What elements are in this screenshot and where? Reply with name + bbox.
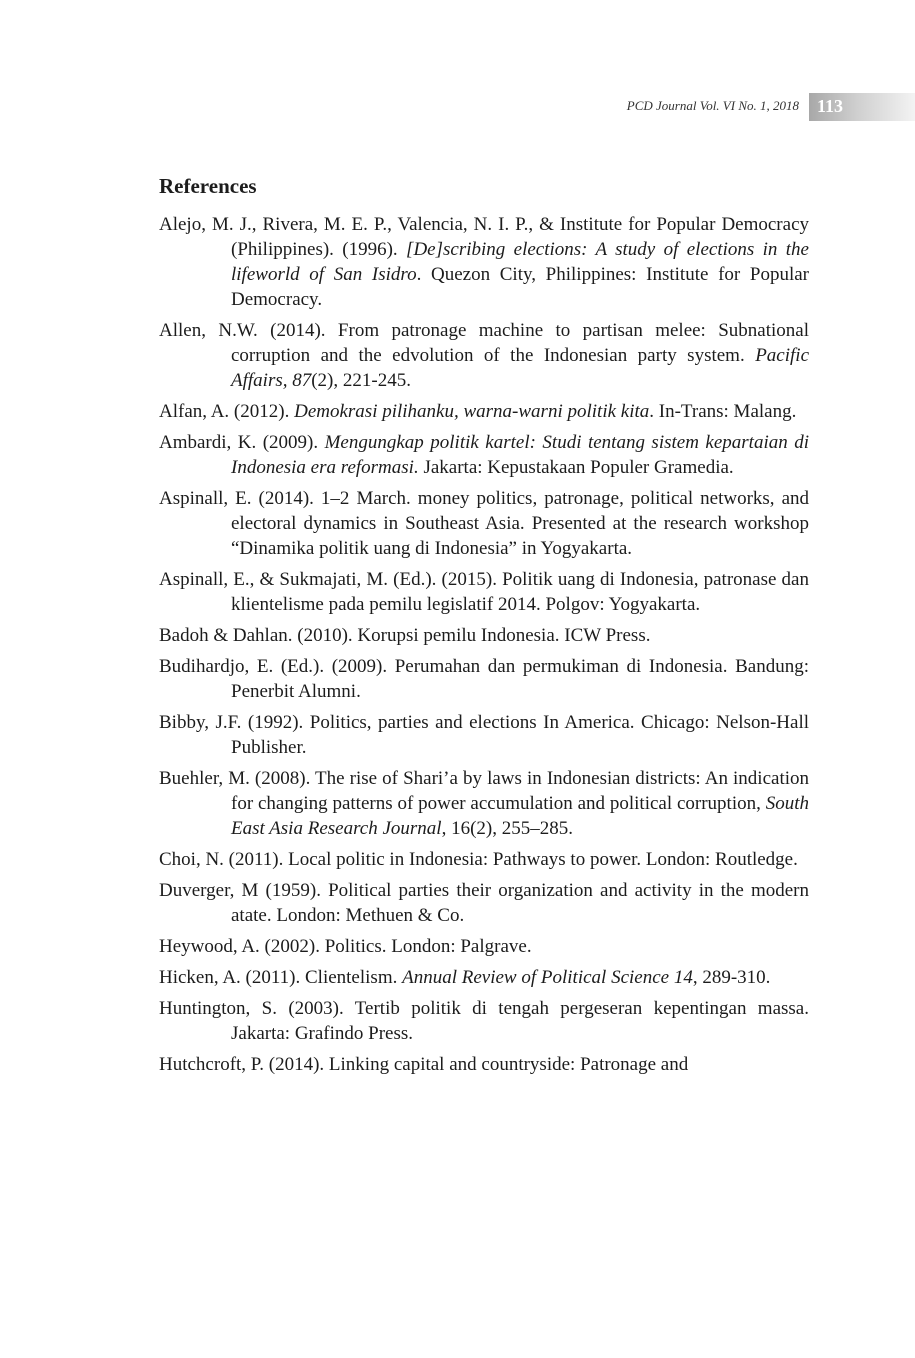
- journal-title: PCD Journal Vol. VI No. 1, 2018: [626, 98, 799, 113]
- reference-entry: Allen, N.W. (2014). From patronage machine to partisan melee: Subnational corruption and the edvolution of the Indonesian party system. Pacific Affairs, 87(2), 221-245.: [159, 320, 809, 391]
- reference-entry: Budihardjo, E. (Ed.). (2009). Perumahan dan permukiman di Indonesia. Bandung: Penerbit Alumni.: [159, 656, 809, 702]
- reference-entry: Aspinall, E., & Sukmajati, M. (Ed.). (2015). Politik uang di Indonesia, patronase dan klientelisme pada pemilu legislatif 2014. Polgov: Yogyakarta.: [159, 569, 809, 615]
- reference-entry: Alejo, M. J., Rivera, M. E. P., Valencia, N. I. P., & Institute for Popular Democracy (Philippines). (1996). [De]scribing elections: A study of elections in the lifeworld of San Isidro. Quezon City, Philippines: Institute for Popular Democracy.: [159, 214, 809, 310]
- reference-entry: Duverger, M (1959). Political parties their organization and activity in the modern atate. London: Methuen & Co.: [159, 880, 809, 926]
- reference-entry: Choi, N. (2011). Local politic in Indonesia: Pathways to power. London: Routledge.: [159, 849, 798, 870]
- reference-entry: Bibby, J.F. (1992). Politics, parties and elections In America. Chicago: Nelson-Hall Publisher.: [159, 712, 809, 758]
- reference-entry: Alfan, A. (2012). Demokrasi pilihanku, warna-warni politik kita. In-Trans: Malang.: [159, 401, 797, 422]
- reference-entry: Hutchcroft, P. (2014). Linking capital and countryside: Patronage and: [159, 1054, 689, 1075]
- reference-entry: Buehler, M. (2008). The rise of Shari’a by laws in Indonesian districts: An indication for changing patterns of power accumulation and political corruption, South East Asia Research Journal, 16(2), 255–285.: [159, 768, 809, 839]
- reference-entry: Huntington, S. (2003). Tertib politik di tengah pergeseran kepentingan massa. Jakarta: Grafindo Press.: [159, 998, 809, 1044]
- reference-entry: Ambardi, K. (2009). Mengungkap politik kartel: Studi tentang sistem kepartaian di Indonesia era reformasi. Jakarta: Kepustakaan Populer Gramedia.: [159, 432, 809, 478]
- running-header: [0, 93, 915, 121]
- page-number: 113: [817, 96, 844, 116]
- reference-entry: Hicken, A. (2011). Clientelism. Annual Review of Political Science 14, 289-310.: [159, 967, 771, 988]
- section-heading: References: [159, 174, 257, 198]
- reference-entry: Badoh & Dahlan. (2010). Korupsi pemilu Indonesia. ICW Press.: [159, 625, 651, 646]
- reference-entry: Aspinall, E. (2014). 1–2 March. money politics, patronage, political networks, and electoral dynamics in Southeast Asia. Presented at the research workshop “Dinamika politik uang di Indonesia” in Yogyakarta.: [159, 488, 809, 559]
- page-number-box: [809, 93, 915, 121]
- references-section: [159, 171, 809, 1083]
- reference-entry: Heywood, A. (2002). Politics. London: Palgrave.: [159, 936, 532, 957]
